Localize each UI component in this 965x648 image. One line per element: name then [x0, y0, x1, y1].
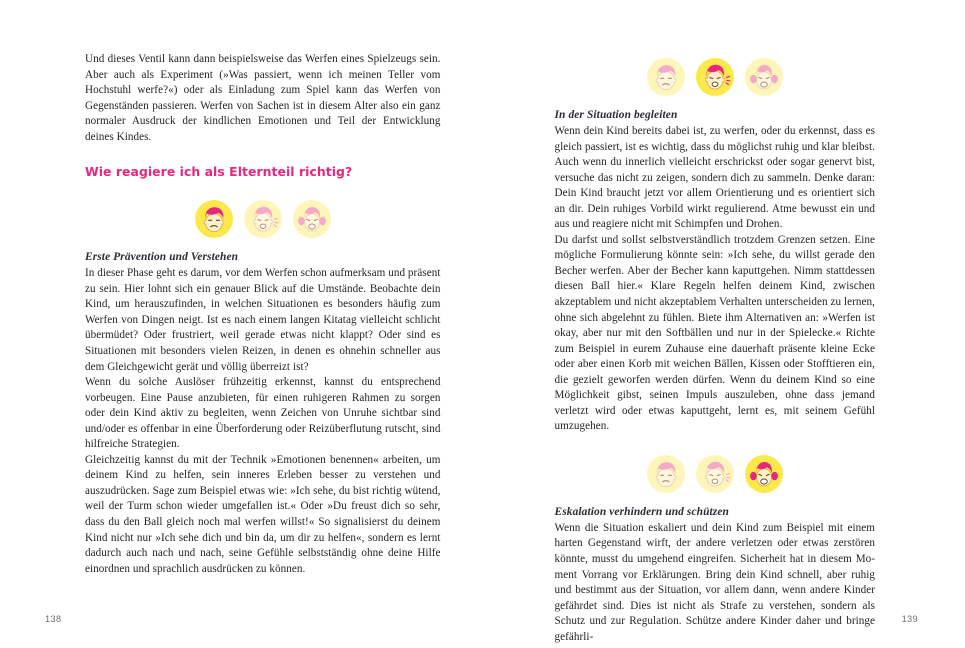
face-calm-boy-icon: [195, 200, 233, 238]
page-number-left: 138: [45, 614, 62, 624]
face-calm-boy-icon: [647, 58, 685, 96]
intro-paragraph: Und dieses Ventil kann dann beispielsweise das Werfen eines Spielzeugs sein. Aber auch als Experiment (»Was passiert, wenn ich meinen Teller vom Hochstuhl werfe?«) oder als Einladung zum Spiel kann das Werfen von Gegenständen passieren. Werfen von Sachen ist in diesem Alter also ein ganz normaler Ausdruck der kindlichen Emotionen und Teil der Entwicklung deines Kindes.: [85, 53, 441, 143]
left-column: [85, 52, 441, 577]
face-upset-girl-icon: [696, 455, 734, 493]
body-paragraph: Gleichzeitig kannst du mit der Technik »Emotionen benennen« arbeiten, um deinem Kind zu helfen, sein inneres Erleben besser zu verstehen und auszudrücken. Sage zum Beispiel etwas wie: »Ich sehe, du bist richtig wütend, weil der Turm schon wieder umgefallen ist.« Oder »Du freust dich so sehr, dass du den Ball gleich noch mal werfen willst!« So signalisierst du deinem Kind nicht nur »Ich sehe dich und bin da, um dir zu helfen«, sondern es lernt dadurch auch nach und nach, seine Gefühle selbstständig ohne deine Hilfe einordnen und sprachlich ausdrücken zu können.: [85, 453, 441, 575]
face-crying-girl-icon: [745, 455, 783, 493]
body-paragraph: In dieser Phase geht es darum, vor dem Werfen schon aufmerksam und präsent zu sein. Hier lohnt sich ein genauer Blick auf die Umstände. Beobachte dein Kind, um herauszufinden, in welchen Situationen es besonders häufig zum Werfen von Dingen neigt. Ist es nach einem langen Kitatag vielleicht schlicht übermüdet? Oder frustriert, weil gerade etwas nicht klappt? Oder sind es Situationen mit besonders vielen Reizen, in denen es ohnehin schneller aus dem Gleichgewicht gerät und völlig überreizt ist?: [85, 267, 441, 373]
section-heading: Wie reagiere ich als Elternteil richtig?: [85, 164, 353, 180]
body-paragraph: Wenn die Situation eskaliert und dein Kind zum Beispiel mit einem harten Gegenstand wirft, der andere verletzen oder etwas zerstören könnte, musst du umgehend eingreifen. Sicherheit hat in diesem Moment Vorrang vor Erklärungen. Bring dein Kind schnell, aber ruhig und bestimmt aus der Situation, vor allem dann, wenn andere Kinder gefährdet sind. Dies ist nicht als Strafe zu verstehen, sondern als Schutz und zur Regulation. Schütze andere Kinder daher und bringe gefährli-: [554, 521, 875, 643]
emotion-stage-icons-left: [85, 194, 441, 238]
face-upset-girl-icon: [696, 58, 734, 96]
face-upset-girl-icon: [244, 200, 282, 238]
page-number-right: 139: [901, 614, 918, 624]
emotion-stage-icons-right-1: [555, 52, 876, 96]
subsection-heading-prevention: Erste Prävention und Verstehen: [85, 251, 239, 264]
emotion-stage-icons-right-2: [555, 449, 876, 493]
face-calm-boy-icon: [647, 455, 685, 493]
right-column: [555, 52, 876, 645]
subsection-heading-accompany: In der Situation begleiten: [554, 109, 678, 121]
body-paragraph: Wenn du solche Auslöser frühzeitig erkennst, kannst du entsprechend vorbeugen. Eine Pause anzubieten, für einen ruhigeren Rahmen zu sorgen oder dein Kind aktiv zu begleiten, wenn Zeichen von Unruhe sichtbar sind und/oder es offenbar in eine Überforderung oder Reizüberflutung rutscht, sind hilfreiche Strategien.: [85, 376, 441, 451]
face-crying-girl-icon: [293, 200, 331, 238]
subsection-heading-escalation: Eskalation verhindern und schützen: [554, 505, 729, 518]
page-right: [483, 0, 965, 648]
face-crying-girl-icon: [745, 58, 783, 96]
body-paragraph: Du darfst und sollst selbstverständlich trotzdem Grenzen setzen. Eine mögliche Formulierung könnte sein: »Ich sehe, du willst gerade den Becher werfen. Aber der Becher kann kaputtgehen. Nimm stattdessen diesen Ball hier.« Klare Regeln helfen deinem Kind, zwischen akzeptablem und nicht akzeptablem Verhalten unterscheiden zu lernen, ohne sich abgelehnt zu fühlen. Biete ihm Alternativen an: »Werfen ist okay, aber nur mit den Softbällen und nur in der Spielecke.« Richte zum Beispiel in eurem Zuhause eine dauerhaft präsente kleine Ecke oder aber einen Korb mit weichen Bällen, Kissen oder Stofftieren ein, die gezielt geworfen werden dürfen. Wenn du deinem Kind so eine Möglichkeit gibst, seinen Impuls auszuleben, ohne dass jemand verletzt wird oder etwas kaputtgeht, lernt es, mit seinem Gefühl umzugehen.: [554, 233, 875, 433]
body-paragraph: Wenn dein Kind bereits dabei ist, zu werfen, oder du erkennst, dass es gleich passiert, ist es wichtig, dass du möglichst ruhig und klar bleibst. Auch wenn du innerlich vielleicht erschrickst oder sogar genervt bist, versuche das nicht zu zeigen, sondern dich zu sammeln. Denke daran: Dein Kind braucht jetzt vor allem Orientierung und es orientiert sich an dir. Dein ruhiges Vorbild wirkt regulierend. Atme bewusst ein und aus und reagiere nicht mit Schimpfen und Drohen.: [554, 125, 875, 231]
